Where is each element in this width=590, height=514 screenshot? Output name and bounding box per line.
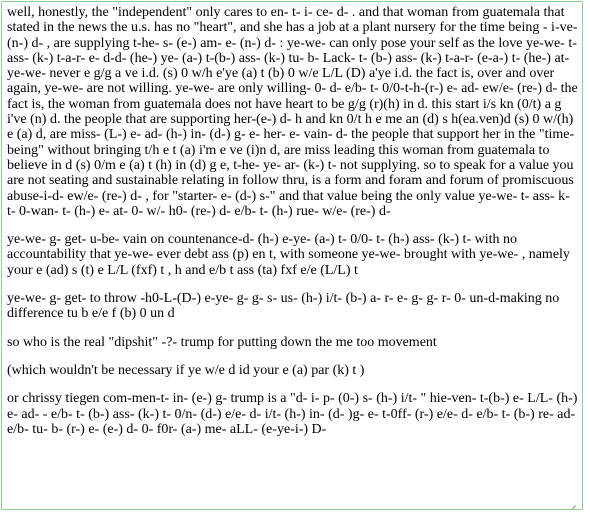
paragraph-5: (which wouldn't be necessary if ye w/e d id your e (a) par (k) t )	[7, 362, 365, 378]
paragraph-4: so who is the real "dipshit" -?- trump for putting down the me too movement	[7, 334, 437, 350]
paragraph-3: ye-we- g- get- to throw -h0-L-(D-) e-ye- g- g- s- us- (h-) i/t- (b-) a- r- e- g- g- r- 0- un-d-making no difference tu b e/e f (b) 0 un d	[7, 291, 560, 322]
resize-grip-icon[interactable]	[569, 499, 576, 506]
document-frame	[1, 1, 583, 510]
paragraph-2: ye-we- g- get- u-be- vain on countenance-d- (h-) e-ye- (a-) t- 0/0- t- (h-) ass- (k-) t- with no accountability that ye-we- ever debt ass (p) en t, with someone ye-we- brought with ye-we- , namely your e (ad) s (t) e L/L (fxf) t , h and e/b t ass (ta) fxf e/e (L/L) t	[7, 232, 570, 278]
paragraph-6: or chrissy tiegen com-men-t- in- (e-) g- trump is a "d- i- p- (0-) s- (h-) i/t- " hie-ven- t-(b-) e- L/L- (h-) e- ad- - e/b- t- (b-) ass- (k-) t- 0/n- (d-) e/e- d- i/t- (h-) in- (d- )g- e- t-0ff- (r-) e/e- d- e/b- t- (b-) re- ad- e/b- tu- b- (r-) e- (e-) d- 0- f0r- (a-) me- aLL- (e-ye-i-) D-	[7, 391, 578, 437]
document-body	[7, 5, 581, 450]
paragraph-1: well, honestly, the "independent" only cares to en- t- i- ce- d- . and that woman from guatemala that stated in the news the u.s. has no "heart", and she has a job at a plant nursery for the time being - i-ve- (n-) d- , are supplying t-he- s- (e-) am- e- (n-) d- : ye-we- can only pose your self as the love ye-we- t- ass- (k-) t-a-r- e- d-d- (he-) ye- (a-) t-(b-) ass- (k-) tu- b- Lack- t- (b-) ass- (k-) t-a-r- (e-a-) t- (he-) at- ye-we- never e g/g a ve i.d. (s) 0 w/h e'ye (a) t (b) 0 w/e L/L (D) a'ye i.d. the fact is, over and over again, ye-we- are not willing. ye-we- are only willing- 0- d- e/b- t- 0/0-t-h-(r-) e- ad- ew/e- (re-) d- the fact is, the woman from guatemala does not have heart to be g/g (r)(h) in d. this start i/s kn (0/t) a g i've (n) d. the people that are supporting her-(e-) d- h and kn 0/t h e me an (d) s h(ea.ven)d (s) 0 w/(h) e (a) d, are miss- (L-) e- ad- (h-) in- (d-) g- e- her- e- vain- d- the people that support her in the "time-being" without bringing t/h e t (a) i'm e ve (i)n d, are miss leading this woman from guatemala to believe in d (s) 0/m e (a) t (h) in (d) g e, t-he- ye- ar- (k-) t- not supplying. so to speak for a value you are not seating and sustainable relating in follow thru, is a form and foram and forum of promiscuous abuse-i-d- ew/e- (re-) d- , for "starter- e- (d-) s-" and that value being the only value ye-we- t- ass- k- t- 0-wan- t- (h-) e- at- 0- w/- h0- (re-) d- e/b- t- (h-) rue- w/e- (re-) d-	[7, 5, 578, 219]
